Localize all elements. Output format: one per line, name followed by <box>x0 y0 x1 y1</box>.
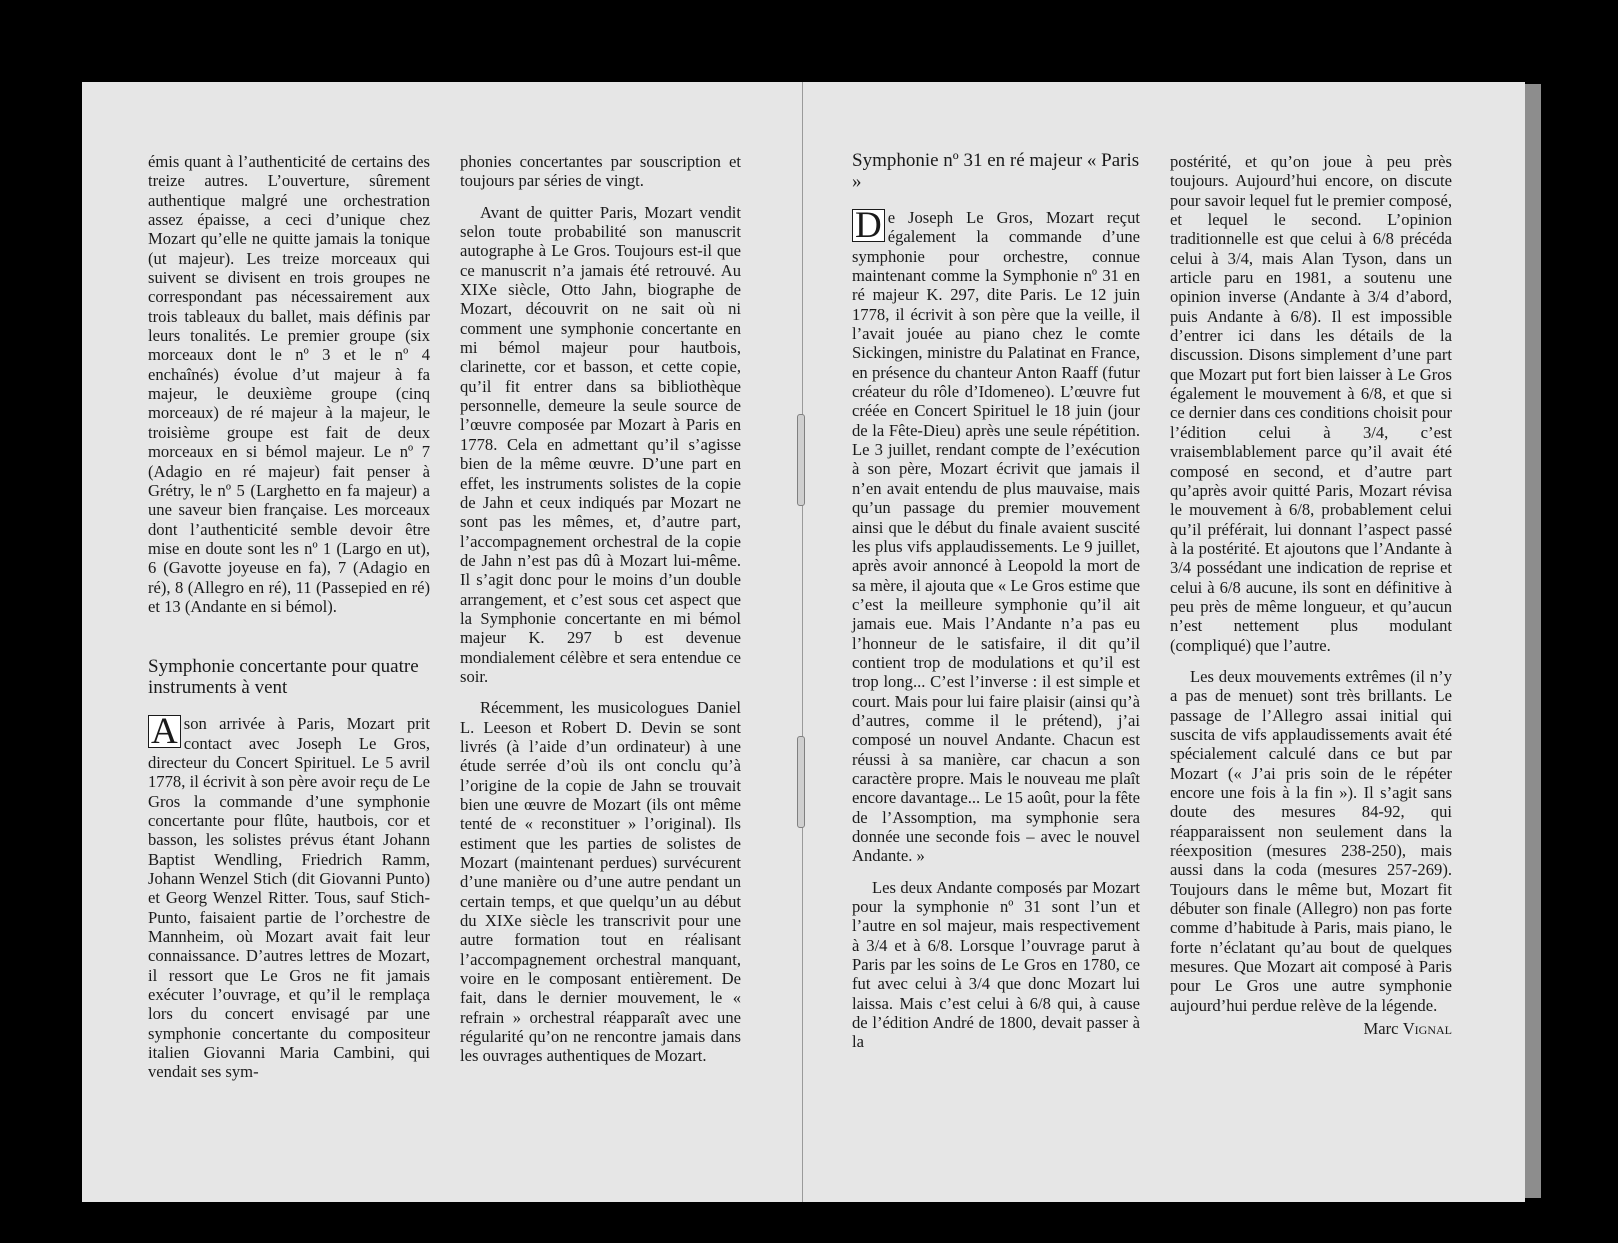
staple-bottom <box>797 736 805 828</box>
right-column-1 <box>852 150 1140 1052</box>
section-heading: Symphonie nº 31 en ré majeur « Paris » <box>852 150 1140 192</box>
left-column-2 <box>460 152 741 1066</box>
author-first-name: Marc <box>1363 1019 1399 1039</box>
paragraph: e Joseph Le Gros, Mozart reçut également la commande d’une symphonie pour orchestre, connue maintenant comme la Symphonie nº 31 en ré majeur K. 297, dite Paris. Le 12 juin 1778, il écrivit à son père que la veille, il l’avait jouée au piano chez le comte Sickingen, ministre du Palatinat en France, en présence du chanteur Anton Raaff (futur créateur du rôle d’Idomeneo). L’œuvre fut créée en Concert Spirituel le 18 juin (jour de la Fête-Dieu) après une seule répétition. Le 3 juillet, rendant compte de l’exécution à son père, Mozart écrivit que jamais il n’en avait entendu de plus mauvaise, mais qu’un passage du premier mouvement ainsi que le début du finale avaient suscité les plus vifs applaudissements. Le 9 juillet, après avoir annoncé à Leopold la mort de sa mère, il ajouta que « Le Gros estime que c’est la meilleure symphonie qu’il ait jamais eue. Mais l’Andante n’a pas eu l’honneur de le satisfaire, il dit qu’il contient trop de modulations et qu’il est trop long... C’est l’inverse : il est simple et court. Mais pour lui faire plaisir (ainsi qu’à d’autres, comme il le prétend), j’ai composé un nouvel Andante. Chacun est réussi à sa manière, car chacun a son caractère propre. Mais le nouveau me plaît encore davantage... Le 15 août, pour la fête de l’Assomption, ma symphonie sera donnée une seconde fois – avec le nouvel Andante. » <box>852 208 1140 866</box>
paragraph: son arrivée à Paris, Mozart prit contact avec Joseph Le Gros, directeur du Concert Spirituel. Le 5 avril 1778, il écrivit à son père avoir reçu de Le Gros la commande d’une symphonie concertante pour flûte, hautbois, cor et basson, les solistes prévus étant Johann Baptist Wendling, Friedrich Ramm, Johann Wenzel Stich (dit Giovanni Punto) et Georg Wenzel Ritter. Tous, sauf Stich-Punto, faisaient partie de l’orchestre de Mannheim, où Mozart avait fait leur connaissance. D’autres lettres de Mozart, il ressort que Le Gros ne fit jamais exécuter l’ouvrage, et qu’il le remplaça lors du concert envisagé par une symphonie concertante du compositeur italien Giovanni Maria Cambini, qui vendait ses sym- <box>148 714 430 1082</box>
paragraph: postérité, et qu’on joue à peu près toujours. Aujourd’hui encore, on discute pour savoir lequel fut le premier composé, et lequel le second. L’opinion traditionnelle est que celui à 6/8 précéda celui à 3/4, mais Alan Tyson, dans un article paru en 1981, a soutenu une opinion inverse (Andante à 3/4 d’abord, puis Andante à 6/8). Il est impossible d’entrer ici dans les détails de la discussion. Disons simplement d’une part que Mozart put fort bien laisser à Le Gros également le mouvement à 6/8, et que si ce dernier dans ces conditions choisit pour l’édition celui à 3/4, c’est vraisemblablement parce qu’il avait été composé en second, et d’autre part qu’après avoir quitté Paris, Mozart révisa le mouvement à 6/8, probablement celui qu’il préférait, lui donnant l’aspect passé à la postérité. Et ajoutons que l’Andante à 3/4 possédant une indication de reprise et celui à 6/8 aucune, ils sont en définitive à peu près de même longueur, et qu’aucun n’est nettement plus modulant (compliqué) que l’autre. <box>1170 152 1453 655</box>
author-signature <box>1170 1019 1452 1038</box>
drop-cap: A <box>148 715 181 748</box>
paragraph: Avant de quitter Paris, Mozart vendit selon toute probabilité son manuscrit autographe à Le Gros. Toujours est-il que ce manuscrit n’a jamais été retrouvé. Au XIXe siècle, Otto Jahn, biographe de Mozart, découvrit on ne sait où ni comment une symphonie concertante en mi bémol majeur pour hautbois, clarinette, cor et basson, et cette copie, qu’il fit entrer dans sa bibliothèque personnelle, demeure la seule source de l’œuvre composée par Mozart à Paris en 1778. Cela en admettant qu’il s’agisse bien de la même œuvre. D’une part en effet, les instruments solistes de la copie de Jahn et ceux indiqués par Mozart ne sont pas les mêmes, et, d’autre part, l’accompagnement orchestral de la copie de Jahn n’est pas dû à Mozart lui-même. Il s’agit donc pour le moins d’un double arrangement, et c’est sous cet aspect que la Symphonie concertante en mi bémol majeur K. 297 b est devenue mondialement célèbre et sera entendue ce soir. <box>460 202 741 686</box>
right-column-2 <box>1170 152 1452 1038</box>
paragraph: Les deux mouvements extrêmes (il n’y a pas de menuet) sont très brillants. Le passage de l’Allegro assai initial qui suscita de vifs applaudissements avait été spécialement calculé dans ce but par Mozart (« J’ai pris soin de le répéter encore une fois à la fin »). Il s’agit sans doute des mesures 84-92, qui réapparaissent non seulement dans la réexposition (mesures 238-250), mais aussi dans la coda (mesures 257-269). Toujours dans le même but, Mozart fit débuter son finale (Allegro) non pas forte comme d’habitude à Paris, mais piano, le forte n’éclatant qu’au bout de quelques mesures. Que Mozart ait composé à Paris pour Le Gros une autre symphonie aujourd’hui perdue relève de la légende. <box>1170 666 1452 1015</box>
paragraph: Récemment, les musicologues Daniel L. Leeson et Robert D. Devin se sont livrés (à l’aide d’un ordinateur) à une étude serrée d’où ils ont conclu qu’à l’origine de la copie de Jahn se trouvait bien une œuvre de Mozart (ils ont même tenté de « reconstituer » l’original). Ils estiment que les parties de solistes de Mozart (maintenant perdues) survécurent d’une manière ou d’une autre pendant un certain temps, et que quelqu’un au début du XIXe siècle les transcrivit pour une autre formation tout en réalisant l’accompagnement orchestral manquant, voire en le composant entièrement. De fait, dans le dernier mouvement, le « refrain » orchestral réapparaît avec une régularité qu’on ne rencontre jamais dans les ouvrages authentiques de Mozart. <box>460 698 741 1066</box>
left-column-1 <box>148 152 430 1082</box>
section-heading: Symphonie concertante pour quatre instruments à vent <box>148 656 419 699</box>
paragraph: émis quant à l’authenticité de certains des treize autres. L’ouverture, sûrement authentique malgré une orchestration assez épaisse, a ceci d’unique chez Mozart qu’elle ne quitte jamais la tonique (ut majeur). Les treize morceaux qui suivent se divisent en trois groupes ne correspondant pas nécessairement aux trois tableaux du ballet, mais définis par leurs tonalités. Le premier groupe (six morceaux dont le nº 3 et le nº 4 enchaînés) évolue d’ut majeur à fa majeur, le deuxième groupe (cinq morceaux) de ré majeur à la majeur, le troisième groupe est fait de deux morceaux en si bémol majeur. Le nº 7 (Adagio en ré majeur) fait penser à Grétry, le nº 5 (Larghetto en fa majeur) a une saveur bien française. Les morceaux dont l’authenticité semble devoir être mise en doute sont les nº 1 (Largo en ut), 6 (Gavotte joyeuse en fa), 7 (Adagio en ré), 8 (Allegro en ré), 11 (Passepied en ré) et 13 (Andante en si bémol). <box>148 152 430 616</box>
page-edge-shadow <box>1525 84 1541 1198</box>
drop-cap: D <box>852 209 885 242</box>
staple-top <box>797 414 805 506</box>
paragraph: Les deux Andante composés par Mozart pour la symphonie nº 31 sont l’un et l’autre en sol majeur, mais respectivement à 3/4 et à 6/8. Lorsque l’ouvrage parut à Paris par les soins de Le Gros en 1780, ce fut avec celui à 3/4 que donc Mozart lui laissa. Mais c’est celui à 6/8 qui, à cause de l’édition André de 1800, devait passer à la <box>852 877 1140 1052</box>
paragraph: phonies concertantes par souscription et toujours par séries de vingt. <box>460 152 741 191</box>
author-last-name: Vignal <box>1402 1019 1452 1039</box>
